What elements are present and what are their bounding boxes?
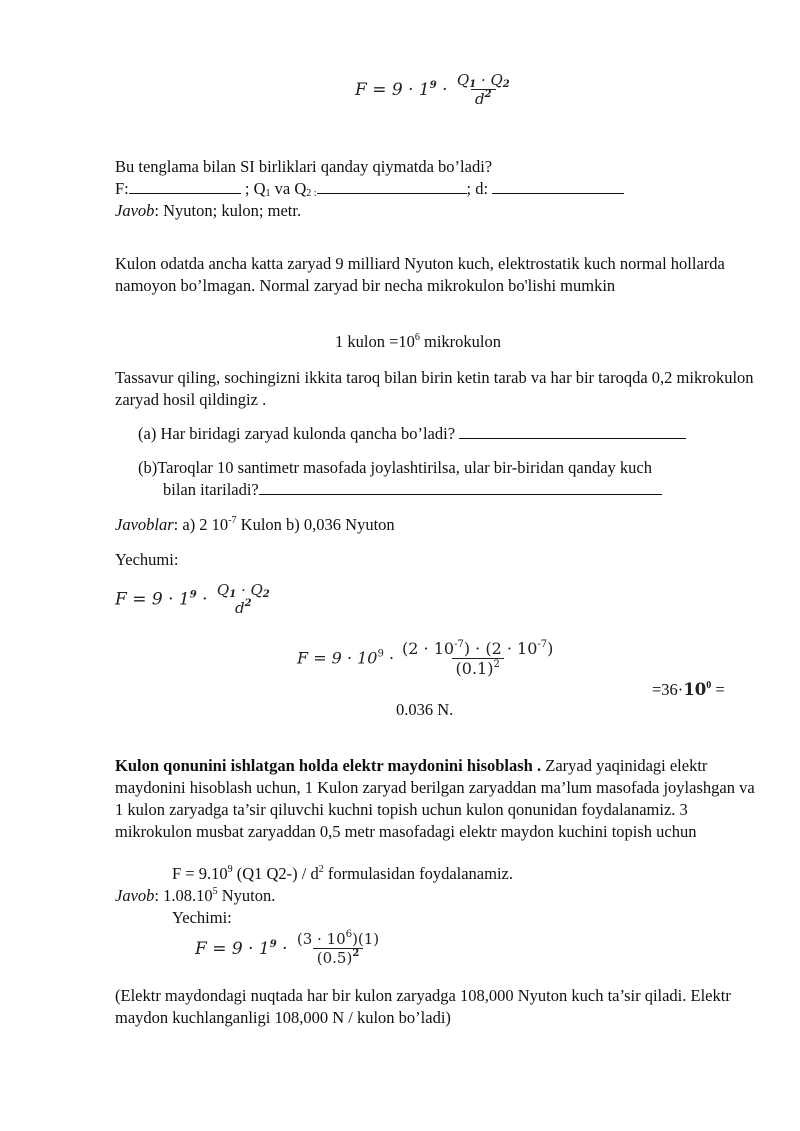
scenario-paragraph: Tassavur qiling, sochingizni ikkita taroq bilan birin ketin tarab va har bir taroqda 0,2 mikrokulon zaryad hosil qildingiz .: [115, 368, 754, 409]
efield-formula-line: $F = 9.10^9$ (Q1 $Q2-) / d^2$ formulasidan foydalanamiz.: [172, 864, 513, 883]
formula-efield: $F = 9 \cdot 1^9$ · $\frac{(3 \cdot 10^6)(1)}{(0.5)^2}$: [195, 929, 380, 968]
formula-calculation: $F = 9 \cdot 10^9$ · $\frac{(2 \cdot 10^{-7}) \cdot (2 \cdot 10^{-7})}{(0.1)^2}$: [297, 639, 554, 679]
si-units-question: Bu tenglama bilan SI birliklari qanday qiymatda bo’ladi?: [115, 157, 493, 176]
si-units-answer: Javob: Nyuton; kulon; metr.: [115, 201, 302, 220]
calc-result: $=36\cdot 10^0$ =: [652, 680, 725, 699]
item-a: (a) Har biridagi zaryad kulonda qancha bo’ladi?: [138, 424, 686, 444]
blank-q: [317, 179, 467, 194]
blank-d: [492, 179, 624, 194]
formula-coulomb-top: $F = 9 \cdot 1^9$ · $\frac{Q_1 \cdot Q_2}{d^2}$: [355, 71, 510, 109]
blank-a: [459, 424, 686, 439]
efield-paragraph: Kulon qonunini ishlatgan holda elektr maydonini hisoblash . Zaryad yaqinidagi elektr maydonini hisoblash uchun, 1 Kulon zaryad berilgan zaryaddan ma’lum masofada joylashgan va 1 kulon zaryadga ta’sir qiluvchi kuchni topish uchun kulon qonunidan foydalanamiz. 3 mikrokulon musbat zaryaddan 0,5 metr masofadagi elektr maydon kuchini topish uchun: [115, 756, 755, 841]
calc-value: 0.036 N.: [396, 700, 454, 719]
blank-f: [129, 179, 241, 194]
conclusion-paragraph: (Elektr maydondagi nuqtada har bir kulon zaryadga 108,000 Nyuton kuch ta’sir qiladi. Elektr maydon kuchlanganligi 108,000 N / kulon bo’ladi): [115, 986, 731, 1027]
si-units-blanks: F: ; $Q_1$ va $Q_{2 :}$ ; d:: [115, 179, 624, 199]
blank-b: [259, 480, 662, 495]
answers-line: Javoblar: a) 2 $10^{-7}$ Kulon b) 0,036 Nyuton: [115, 515, 395, 534]
efield-answer: Javob: 1.08.10$^5$ Nyuton.: [115, 886, 276, 905]
formula-coulomb-mid: $F = 9 \cdot 1^9$ · $Q_1 \cdot Q_2$ $d^2$: [115, 581, 270, 618]
item-b-line2: bilan itariladi?: [163, 480, 662, 500]
intro-paragraph: Kulon odatda ancha katta zaryad 9 milliard Nyuton kuch, elektrostatik kuch normal hollarda namoyon bo’lmagan. Normal zaryad bir necha mikrokulon bo'lishi mumkin: [115, 254, 725, 295]
efield-solution-label: Yechimi:: [172, 908, 232, 927]
item-b-line1: (b)Taroqlar 10 santimetr masofada joylashtirilsa, ular bir-biridan qanday kuch: [138, 458, 652, 477]
solution-label: Yechumi:: [115, 550, 179, 569]
efield-heading: Kulon qonunini ishlatgan holda elektr maydonini hisoblash .: [115, 756, 542, 775]
conversion-line: 1 kulon $=10^6$ mikrokulon: [335, 332, 502, 351]
